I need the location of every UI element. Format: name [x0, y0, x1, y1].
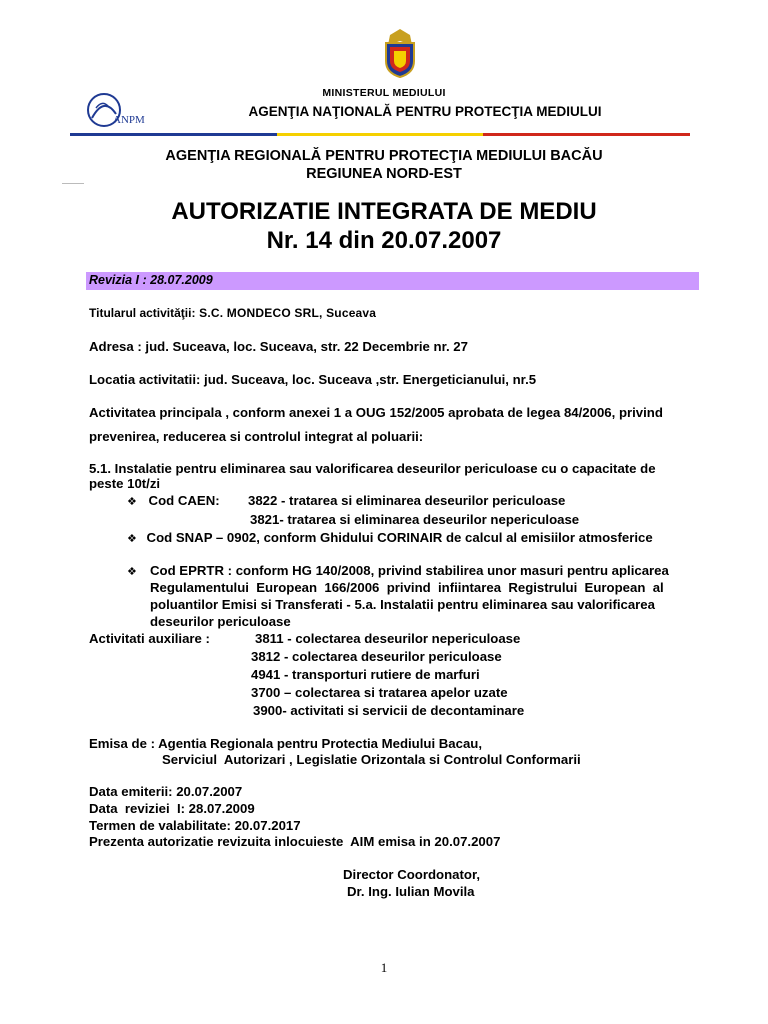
- bullet-diamond-icon: ❖: [127, 566, 137, 578]
- caen-code-1: 3822 - tratarea si eliminarea deseurilor periculoase: [248, 493, 566, 508]
- aux-item: 3811 - colectarea deseurilor nepericuloase: [255, 631, 521, 646]
- prezenta-autorizatie: Prezenta autorizatie revizuita inlocuieste AIM emisa in 20.07.2007: [89, 834, 501, 849]
- activitate-line-2: prevenirea, reducerea si controlul integrat al poluarii:: [89, 429, 424, 444]
- agency-name: AGENŢIA NAŢIONALĂ PENTRU PROTECŢIA MEDIULUI: [248, 104, 602, 119]
- titular-line: [89, 305, 376, 321]
- aux-item: 3900- activitati si servicii de decontaminare: [253, 703, 525, 718]
- ministry-name: MINISTERUL MEDIULUI: [322, 87, 446, 99]
- eprtr-line-1: Cod EPRTR : conform HG 140/2008, privind stabilirea unor masuri pentru aplicarea: [150, 563, 669, 578]
- termen-valabilitate: Termen de valabilitate: 20.07.2017: [89, 818, 301, 833]
- coat-of-arms-icon: [380, 27, 420, 79]
- adresa-line: Adresa : jud. Suceava, loc. Suceava, str. 22 Decembrie nr. 27: [89, 339, 468, 354]
- titular-label: Titularul activităţii:: [89, 306, 196, 320]
- instalatie-line-1: 5.1. Instalatie pentru eliminarea sau valorificarea deseurilor periculoase cu o capacitate de: [89, 461, 656, 476]
- bullet-diamond-icon: ❖: [127, 533, 137, 545]
- eprtr-line-2: Regulamentului European 166/2006 privind infiintarea Registrului European al: [150, 580, 664, 595]
- eprtr-line-3: poluantilor Emisi si Transferati - 5.a. Instalatii pentru eliminarea sau valorificarea: [150, 597, 655, 612]
- aux-item: 4941 - transporturi rutiere de marfuri: [251, 667, 480, 682]
- director-name: Dr. Ing. Iulian Movila: [347, 884, 475, 899]
- page-number: 1: [380, 960, 388, 975]
- emisa-line-1: Emisa de : Agentia Regionala pentru Protectia Mediului Bacau,: [89, 736, 483, 751]
- aux-item: 3700 – colectarea si tratarea apelor uzate: [251, 685, 508, 700]
- caen-code-2: 3821- tratarea si eliminarea deseurilor nepericuloase: [250, 512, 580, 527]
- revision-label: Revizia I : 28.07.2009: [89, 273, 213, 287]
- snap-row: [127, 530, 653, 547]
- data-reviziei: Data reviziei I: 28.07.2009: [89, 801, 255, 816]
- instalatie-line-2: peste 10t/zi: [89, 476, 161, 491]
- regional-agency-name: AGENŢIA REGIONALĂ PENTRU PROTECŢIA MEDIULUI BACĂU REGIUNEA NORD-EST: [165, 148, 603, 182]
- emisa-line-2: Serviciul Autorizari , Legislatie Orizontala si Controlul Conformarii: [162, 752, 581, 767]
- eprtr-bullet: [127, 563, 137, 580]
- director-title: Director Coordonator,: [343, 867, 481, 882]
- data-emiterii: Data emiterii: 20.07.2007: [89, 784, 243, 799]
- locatia-line: Locatia activitatii: jud. Suceava, loc. Suceava ,str. Energeticianului, nr.5: [89, 372, 537, 387]
- anpm-logo-text: ANPM: [113, 114, 145, 126]
- activitate-line-1: Activitatea principala , conform anexei 1 a OUG 152/2005 aprobata de legea 84/2006, privind: [89, 405, 663, 420]
- titular-value: S.C. MONDECO SRL, Suceava: [199, 306, 377, 320]
- aux-label: Activitati auxiliare :: [89, 631, 210, 646]
- caen-label: Cod CAEN:: [148, 493, 220, 508]
- snap-text: Cod SNAP – 0902, conform Ghidului CORINAIR de calcul al emisiilor atmosferice: [146, 530, 653, 545]
- aux-item: 3812 - colectarea deseurilor periculoase: [251, 649, 502, 664]
- caen-row: [127, 493, 220, 510]
- document-title: AUTORIZATIE INTEGRATA DE MEDIU Nr. 14 din 20.07.2007: [171, 198, 597, 254]
- tricolor-divider: [70, 133, 690, 136]
- bullet-diamond-icon: ❖: [127, 496, 137, 508]
- eprtr-line-4: deseurilor periculoase: [150, 614, 291, 629]
- small-dash: [62, 183, 84, 184]
